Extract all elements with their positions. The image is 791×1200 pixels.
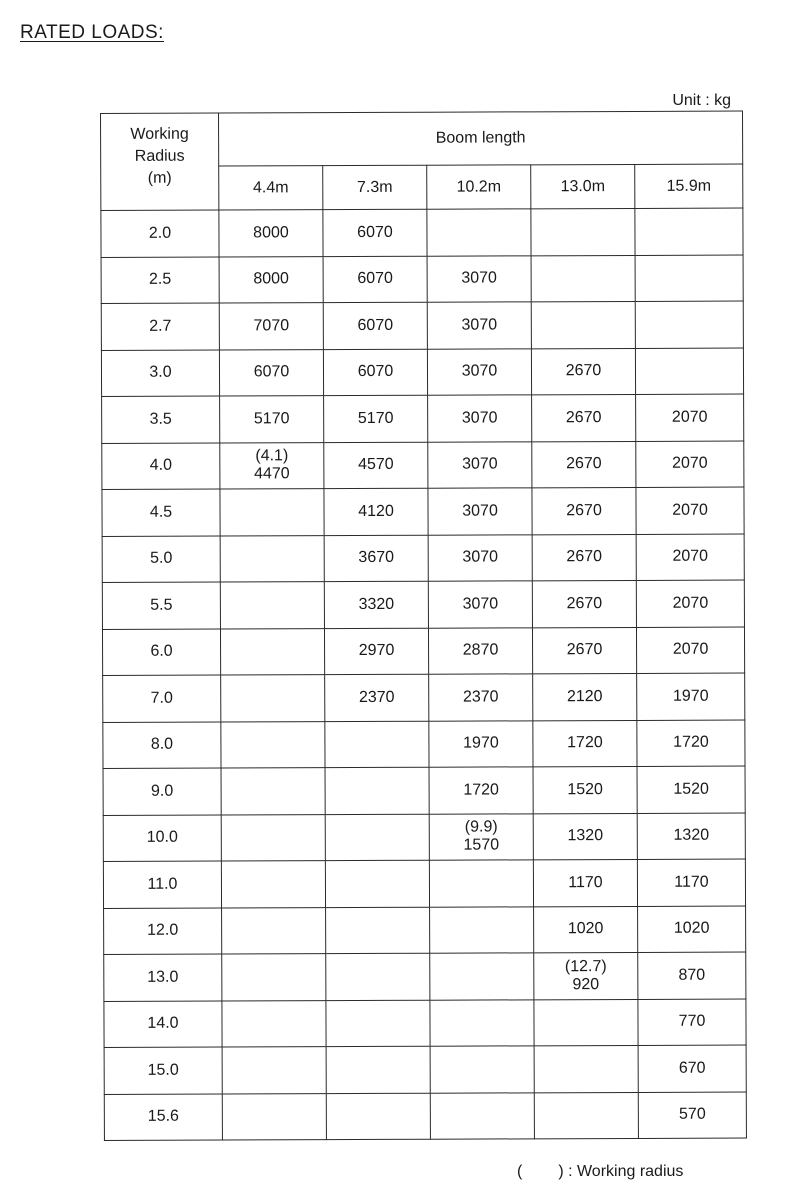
load-cell — [220, 489, 324, 536]
working-radius-header — [101, 113, 219, 210]
load-cell: 2670 — [532, 441, 636, 488]
load-cell: 3070 — [427, 302, 531, 349]
table-row — [102, 394, 744, 443]
load-cell — [220, 582, 324, 629]
radius-cell: 13.0 — [104, 954, 222, 1001]
load-cell: 1320 — [533, 813, 637, 860]
rated-loads-table — [100, 111, 747, 1141]
load-cell: 1170 — [637, 859, 745, 906]
footnote-text: ) : Working radius — [558, 1163, 684, 1180]
load-cell — [430, 1046, 534, 1093]
table-row — [104, 1092, 746, 1141]
load-cell: 5170 — [324, 395, 428, 442]
load-cell — [531, 208, 635, 255]
load-cell: 4120 — [324, 488, 428, 535]
load-cell: 2070 — [636, 394, 744, 441]
load-cell — [635, 348, 743, 395]
load-cell: 4570 — [324, 442, 428, 489]
table-row — [102, 487, 744, 536]
footnote-open-paren: ( — [517, 1163, 523, 1180]
load-cell — [534, 1092, 638, 1139]
load-cell: 2670 — [531, 348, 635, 395]
radius-cell: 14.0 — [104, 1001, 222, 1048]
load-cell: 2070 — [636, 534, 744, 581]
radius-cell: 3.0 — [101, 350, 219, 397]
boom-length-header: Boom length — [219, 111, 743, 166]
radius-cell: 8.0 — [103, 722, 221, 769]
load-cell — [222, 1047, 326, 1094]
load-cell — [531, 301, 635, 348]
load-cell — [221, 675, 325, 722]
radius-note: (9.9) — [464, 818, 498, 836]
load-cell: 1720 — [533, 720, 637, 767]
load-table-body — [101, 208, 747, 1140]
load-cell — [534, 999, 638, 1046]
load-cell: 3670 — [324, 535, 428, 582]
load-cell — [430, 906, 534, 953]
table-row — [103, 673, 745, 722]
radius-cell: 12.0 — [104, 908, 222, 955]
table-row — [103, 859, 745, 908]
radius-header-line: Radius — [134, 147, 185, 165]
table-row — [104, 1045, 746, 1094]
load-cell: 6070 — [323, 302, 427, 349]
radius-cell: 10.0 — [103, 815, 221, 862]
load-cell: 7070 — [219, 303, 323, 350]
radius-cell: 5.0 — [102, 536, 220, 583]
load-cell: 2370 — [325, 674, 429, 721]
page-heading: RATED LOADS: — [20, 22, 164, 43]
load-cell: 2070 — [636, 580, 744, 627]
load-cell: 570 — [638, 1092, 746, 1139]
load-cell — [220, 535, 324, 582]
load-cell — [220, 628, 324, 675]
load-cell: 2670 — [532, 627, 636, 674]
load-cell: 8000 — [219, 256, 323, 303]
load-cell — [635, 255, 743, 302]
load-cell — [635, 301, 743, 348]
load-value: 1570 — [463, 836, 500, 854]
load-cell: 3070 — [428, 441, 532, 488]
boom-length-2: 10.2m — [427, 165, 531, 209]
load-cell — [222, 1093, 326, 1140]
load-cell: 3070 — [428, 488, 532, 535]
load-cell — [430, 1092, 534, 1139]
load-cell — [430, 999, 534, 1046]
load-cell — [326, 1046, 430, 1093]
rated-loads-sheet — [100, 111, 746, 1141]
load-cell — [534, 952, 638, 999]
radius-cell: 2.0 — [101, 210, 219, 257]
load-cell — [221, 814, 325, 861]
load-cell: 6070 — [323, 256, 427, 303]
load-cell — [221, 768, 325, 815]
load-cell: 1970 — [637, 673, 745, 720]
load-cell: 2970 — [324, 628, 428, 675]
radius-cell: 6.0 — [102, 629, 220, 676]
load-cell — [429, 813, 533, 860]
load-cell: 1520 — [533, 766, 637, 813]
boom-length-4: 15.9m — [635, 164, 743, 208]
load-cell: 3070 — [427, 348, 531, 395]
load-cell: 1020 — [638, 906, 746, 953]
load-cell: 2670 — [532, 394, 636, 441]
table-row — [102, 441, 744, 490]
table-row — [102, 534, 744, 583]
load-cell: 1970 — [429, 720, 533, 767]
load-cell: 1020 — [534, 906, 638, 953]
footnote — [517, 1163, 683, 1181]
load-cell — [325, 767, 429, 814]
load-cell — [534, 1045, 638, 1092]
radius-cell: 2.5 — [101, 257, 219, 304]
boom-length-1: 7.3m — [323, 165, 427, 209]
radius-cell: 3.5 — [102, 396, 220, 443]
load-cell: 6070 — [323, 209, 427, 256]
table-row — [101, 208, 743, 257]
load-cell — [429, 860, 533, 907]
load-cell: 5170 — [220, 396, 324, 443]
load-cell: 1720 — [429, 767, 533, 814]
radius-header-line: (m) — [147, 169, 172, 187]
load-cell — [221, 861, 325, 908]
load-cell: 1520 — [637, 766, 745, 813]
radius-cell: 7.0 — [103, 675, 221, 722]
table-row — [101, 255, 743, 304]
unit-label: Unit : kg — [672, 92, 731, 109]
radius-cell: 2.7 — [101, 303, 219, 350]
load-cell: 2070 — [636, 627, 744, 674]
load-cell: 3070 — [428, 395, 532, 442]
load-cell — [222, 954, 326, 1001]
load-cell: 2670 — [532, 534, 636, 581]
load-cell: 1720 — [637, 720, 745, 767]
load-cell — [326, 1093, 430, 1140]
load-cell: 2070 — [636, 487, 744, 534]
load-cell: 2670 — [532, 580, 636, 627]
radius-cell: 9.0 — [103, 768, 221, 815]
load-value: 4470 — [254, 465, 290, 483]
load-cell: 3070 — [428, 534, 532, 581]
table-row — [104, 999, 746, 1048]
table-row — [103, 720, 745, 769]
load-cell: 1320 — [637, 813, 745, 860]
load-cell — [531, 255, 635, 302]
load-cell: 3070 — [427, 255, 531, 302]
table-row — [102, 627, 744, 676]
load-cell — [325, 814, 429, 861]
load-cell — [326, 1000, 430, 1047]
load-cell — [221, 721, 325, 768]
load-cell — [325, 721, 429, 768]
load-cell: 2670 — [532, 487, 636, 534]
table-row — [104, 952, 746, 1001]
radius-cell: 4.5 — [102, 489, 220, 536]
load-cell — [220, 442, 324, 489]
table-row — [104, 906, 746, 955]
load-cell: 6070 — [323, 349, 427, 396]
table-row — [101, 348, 743, 397]
load-cell — [427, 209, 531, 256]
table-row — [102, 580, 744, 629]
radius-cell: 5.5 — [102, 582, 220, 629]
radius-cell: 15.6 — [104, 1094, 222, 1141]
radius-note: (12.7) — [564, 957, 607, 975]
load-cell: 2870 — [428, 627, 532, 674]
load-cell — [326, 907, 430, 954]
load-cell — [635, 208, 743, 255]
radius-cell: 11.0 — [103, 861, 221, 908]
load-cell: 1170 — [533, 859, 637, 906]
load-cell: 2070 — [636, 441, 744, 488]
load-cell — [430, 953, 534, 1000]
load-cell — [326, 953, 430, 1000]
table-row — [103, 766, 745, 815]
load-cell: 3320 — [324, 581, 428, 628]
load-cell: 670 — [638, 1045, 746, 1092]
radius-cell: 4.0 — [102, 443, 220, 490]
load-cell: 870 — [638, 952, 746, 999]
load-cell — [325, 860, 429, 907]
load-cell: 3070 — [428, 581, 532, 628]
load-cell: 8000 — [219, 210, 323, 257]
load-cell: 2370 — [429, 674, 533, 721]
load-cell: 770 — [638, 999, 746, 1046]
table-row — [103, 813, 745, 862]
radius-note: (4.1) — [255, 447, 289, 465]
radius-header-line: Working — [130, 125, 189, 143]
load-cell — [222, 1000, 326, 1047]
load-cell: 6070 — [219, 349, 323, 396]
boom-length-3: 13.0m — [531, 164, 635, 208]
load-cell — [222, 907, 326, 954]
boom-length-0: 4.4m — [219, 166, 323, 210]
load-cell: 2120 — [533, 673, 637, 720]
load-value: 920 — [572, 975, 600, 993]
table-row — [101, 301, 743, 350]
radius-cell: 15.0 — [104, 1047, 222, 1094]
